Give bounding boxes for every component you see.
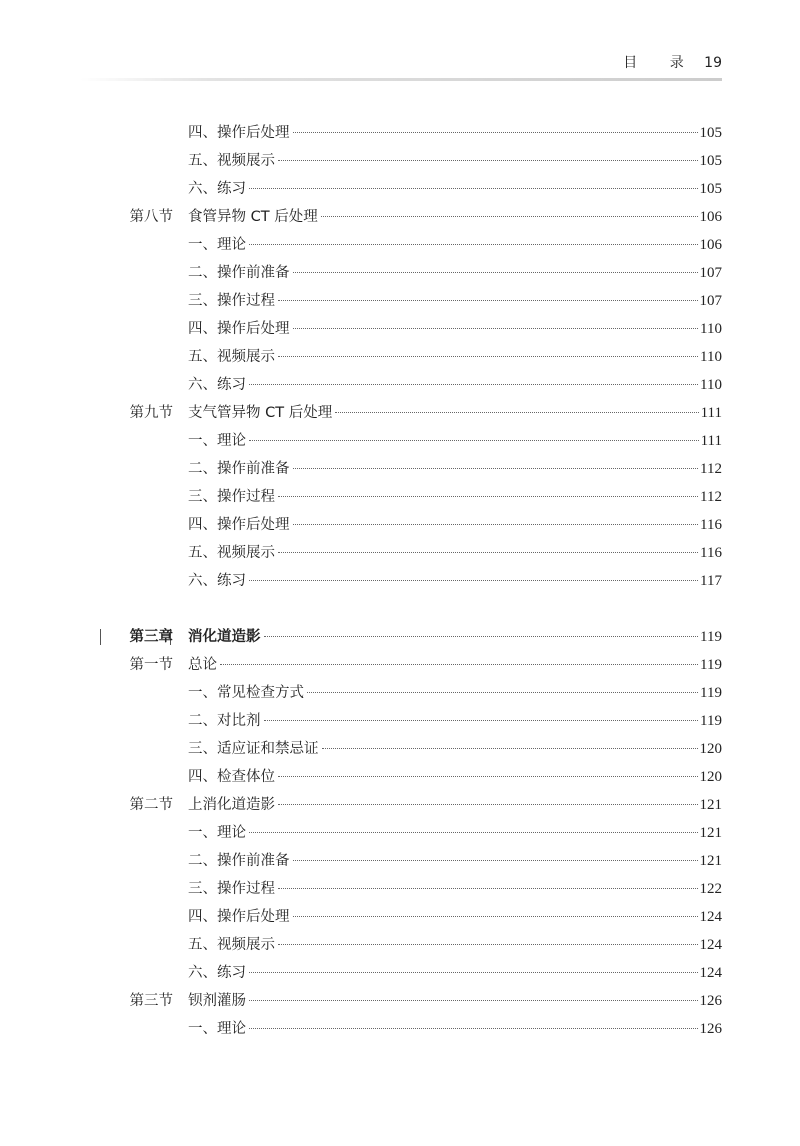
toc-title: 一、理论 (188, 825, 246, 841)
toc-page-number: 107 (699, 265, 722, 281)
toc-item[interactable] (0, 429, 800, 453)
toc-chapter[interactable] (0, 625, 800, 649)
dot-leader (249, 1028, 698, 1029)
dot-leader (278, 944, 698, 945)
toc-title: 一、常见检查方式 (188, 685, 304, 701)
toc-title: 二、操作前准备 (188, 461, 290, 477)
toc-entry-body (188, 541, 722, 565)
toc-entry-body (188, 205, 722, 229)
toc-title: 六、练习 (188, 965, 246, 981)
toc-item[interactable] (0, 513, 800, 537)
toc-section[interactable] (0, 793, 800, 817)
toc-page-number: 122 (699, 881, 722, 897)
dot-leader (322, 748, 698, 749)
toc-prefix: 第八节 (129, 209, 173, 225)
dot-leader (278, 552, 698, 553)
toc-title: 三、操作过程 (188, 293, 275, 309)
dot-leader (220, 664, 698, 665)
toc-prefix: 第三节 (129, 993, 173, 1009)
header-label: 目 录 (623, 55, 698, 71)
dot-leader (278, 160, 698, 161)
toc-title: 六、练习 (188, 181, 246, 197)
toc-item[interactable] (0, 681, 800, 705)
toc-title: 一、理论 (188, 237, 246, 253)
toc-page-number: 105 (699, 153, 722, 169)
toc-item[interactable] (0, 765, 800, 789)
dot-leader (249, 580, 698, 581)
toc-page-number: 111 (700, 433, 722, 449)
dot-leader (249, 1000, 698, 1001)
dot-leader (249, 832, 698, 833)
dot-leader (293, 132, 698, 133)
toc-page-number: 126 (699, 1021, 722, 1037)
toc-item[interactable] (0, 905, 800, 929)
dot-leader (278, 888, 698, 889)
toc-entry-body (188, 765, 722, 789)
toc-title: 五、视频展示 (188, 545, 275, 561)
toc-entry-body (188, 905, 722, 929)
toc-title: 总论 (188, 657, 217, 673)
toc-title: 四、操作后处理 (188, 909, 290, 925)
toc-title: 三、操作过程 (188, 489, 275, 505)
toc-page-number: 117 (700, 573, 722, 589)
toc-entry-body (188, 681, 722, 705)
toc-title: 六、练习 (188, 377, 246, 393)
toc-page-number: 120 (699, 769, 722, 785)
running-header (0, 52, 722, 72)
toc-item[interactable] (0, 737, 800, 761)
toc-page-number: 110 (700, 349, 722, 365)
toc-prefix: 第三章 (129, 629, 173, 645)
toc-title: 一、理论 (188, 1021, 246, 1037)
toc-page-number: 105 (699, 181, 722, 197)
toc-title: 五、视频展示 (188, 937, 275, 953)
toc-item[interactable] (0, 457, 800, 481)
toc-title: 二、操作前准备 (188, 853, 290, 869)
header-rule (80, 78, 722, 81)
toc-entry-body (188, 513, 722, 537)
toc-entry-body (188, 429, 722, 453)
toc-entry-body (188, 485, 722, 509)
toc-entry-body (188, 261, 722, 285)
toc-title: 二、对比剂 (188, 713, 261, 729)
toc-entry-body (188, 233, 722, 257)
toc-page-number: 120 (699, 741, 722, 757)
dot-leader (249, 188, 698, 189)
toc-title: 三、适应证和禁忌证 (188, 741, 319, 757)
dot-leader (293, 468, 699, 469)
toc-item[interactable] (0, 1017, 800, 1041)
dot-leader (293, 328, 699, 329)
dot-leader (278, 300, 698, 301)
toc-page-number: 126 (699, 993, 722, 1009)
toc-item[interactable] (0, 569, 800, 593)
dot-leader (307, 692, 698, 693)
toc-page-number: 121 (699, 797, 722, 813)
toc-page-number: 110 (700, 377, 722, 393)
chapter-bar-left (100, 629, 101, 645)
toc-entry-body (188, 933, 722, 957)
toc-title: 四、操作后处理 (188, 321, 290, 337)
toc-page-number: 106 (699, 237, 722, 253)
dot-leader (278, 356, 698, 357)
toc-page-number: 110 (700, 321, 722, 337)
toc-page-number: 124 (699, 937, 722, 953)
dot-leader (278, 776, 698, 777)
dot-leader (278, 496, 698, 497)
toc-entry-body (188, 121, 722, 145)
toc-title: 上消化道造影 (188, 797, 275, 813)
toc-page-number: 124 (699, 909, 722, 925)
dot-leader (249, 972, 698, 973)
toc-page-number: 121 (699, 853, 722, 869)
toc-entry-body (188, 569, 722, 593)
toc-page-number: 111 (700, 405, 722, 421)
dot-leader (293, 272, 698, 273)
dot-leader (264, 636, 699, 637)
dot-leader (278, 804, 698, 805)
dot-leader (293, 524, 699, 525)
toc-page-number: 116 (700, 517, 722, 533)
toc-entry-body (188, 177, 722, 201)
toc-section[interactable] (0, 989, 800, 1013)
dot-leader (293, 860, 698, 861)
toc-title: 五、视频展示 (188, 349, 275, 365)
toc-item[interactable] (0, 289, 800, 313)
toc-item[interactable] (0, 821, 800, 845)
dot-leader (249, 244, 698, 245)
toc-entry-body (188, 961, 722, 985)
toc-title: 消化道造影 (188, 629, 261, 645)
toc-entry-body (188, 737, 722, 761)
toc-prefix: 第九节 (129, 405, 173, 421)
dot-leader (264, 720, 699, 721)
toc-item[interactable] (0, 709, 800, 733)
toc-item[interactable] (0, 877, 800, 901)
toc-title: 二、操作前准备 (188, 265, 290, 281)
toc-entry-body (188, 317, 722, 341)
toc-section[interactable] (0, 653, 800, 677)
toc-page-number: 112 (700, 489, 722, 505)
toc-page-number: 112 (700, 461, 722, 477)
toc-page-number: 107 (699, 293, 722, 309)
toc-entry-body (188, 709, 722, 733)
toc-title: 六、练习 (188, 573, 246, 589)
toc-title: 一、理论 (188, 433, 246, 449)
toc-item[interactable] (0, 345, 800, 369)
toc-page-number: 119 (700, 685, 722, 701)
toc-item[interactable] (0, 317, 800, 341)
toc-page-number: 106 (699, 209, 722, 225)
toc-item[interactable] (0, 149, 800, 173)
dot-leader (335, 412, 698, 413)
toc-item[interactable] (0, 233, 800, 257)
toc-entry-body (188, 653, 722, 677)
toc-title: 三、操作过程 (188, 881, 275, 897)
toc-entry-body (188, 877, 722, 901)
toc-entry-body (188, 625, 722, 649)
toc-item[interactable] (0, 485, 800, 509)
toc-item[interactable] (0, 177, 800, 201)
toc-prefix: 第一节 (129, 657, 173, 673)
toc-item[interactable] (0, 261, 800, 285)
toc-item[interactable] (0, 849, 800, 873)
toc-entry-body (188, 1017, 722, 1041)
toc-entry-body (188, 345, 722, 369)
toc-item[interactable] (0, 933, 800, 957)
toc-entry-body (188, 149, 722, 173)
toc-title: 食管异物 CT 后处理 (188, 209, 318, 225)
toc-item[interactable] (0, 121, 800, 145)
toc-title: 四、检查体位 (188, 769, 275, 785)
toc-entry-body (188, 401, 722, 425)
toc-page-number: 116 (700, 545, 722, 561)
toc-page-number: 121 (699, 825, 722, 841)
toc-item[interactable] (0, 541, 800, 565)
toc-entry-body (188, 457, 722, 481)
toc-item[interactable] (0, 373, 800, 397)
toc-title: 四、操作后处理 (188, 517, 290, 533)
toc-title: 支气管异物 CT 后处理 (188, 405, 333, 421)
dot-leader (293, 916, 698, 917)
toc-title: 四、操作后处理 (188, 125, 290, 141)
toc-entry-body (188, 793, 722, 817)
toc-entry-body (188, 821, 722, 845)
dot-leader (321, 216, 698, 217)
toc-prefix: 第二节 (129, 797, 173, 813)
toc-section[interactable] (0, 401, 800, 425)
toc-page-number: 124 (699, 965, 722, 981)
toc-entry-body (188, 373, 722, 397)
header-page-number: 19 (704, 55, 722, 71)
toc-page-number: 119 (700, 713, 722, 729)
toc-page-number: 119 (700, 629, 722, 645)
toc-title: 钡剂灌肠 (188, 993, 246, 1009)
toc-entry-body (188, 849, 722, 873)
dot-leader (249, 384, 698, 385)
dot-leader (249, 440, 699, 441)
toc-entry-body (188, 989, 722, 1013)
toc-page-number: 105 (699, 125, 722, 141)
toc-section[interactable] (0, 205, 800, 229)
toc-title: 五、视频展示 (188, 153, 275, 169)
toc-page-number: 119 (700, 657, 722, 673)
toc-entry-body (188, 289, 722, 313)
toc-item[interactable] (0, 961, 800, 985)
